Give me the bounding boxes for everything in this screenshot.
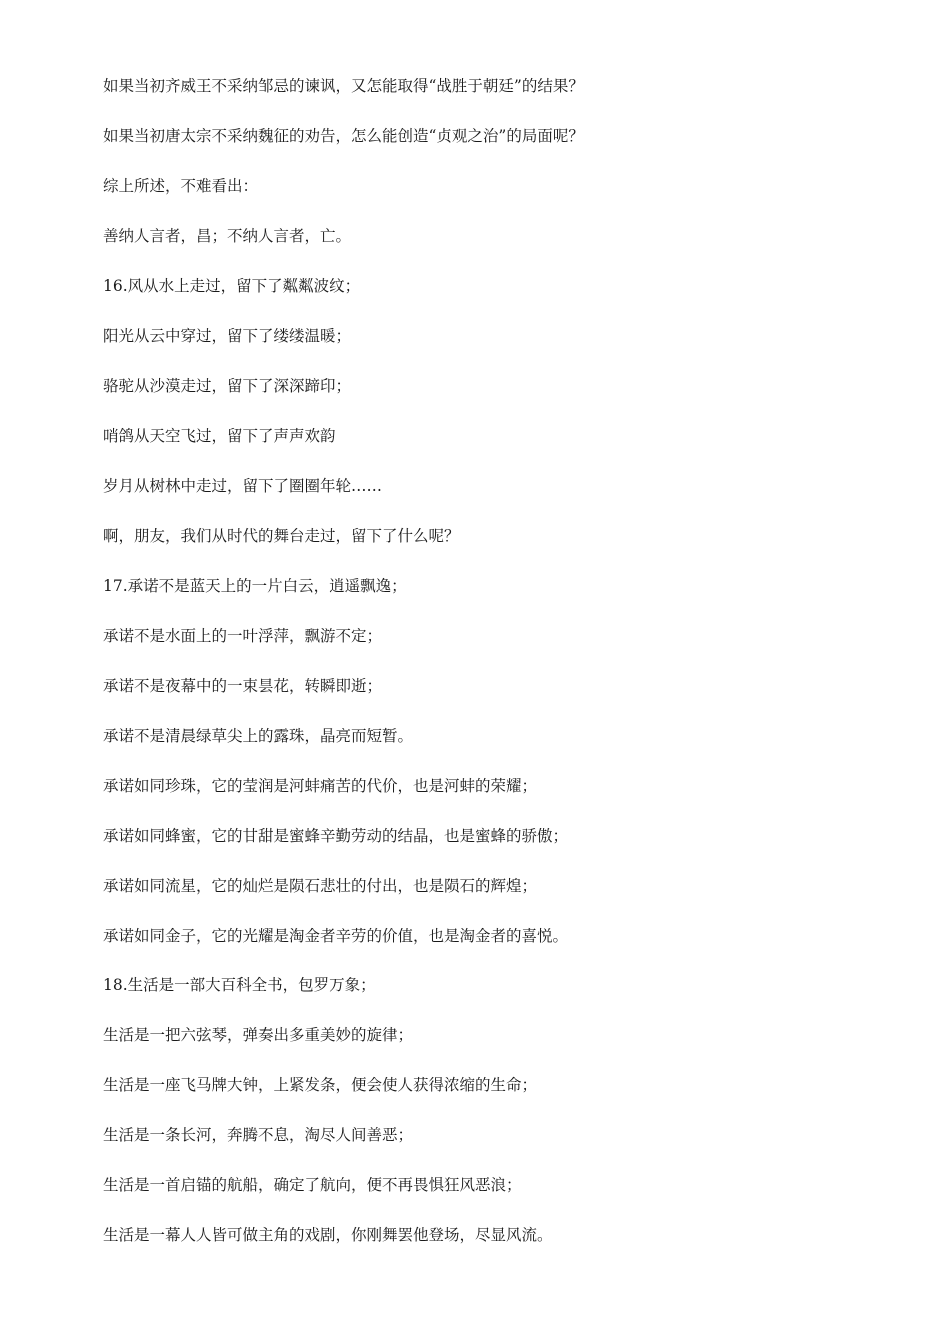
- text-line: 生活是一条长河，奔腾不息，淘尽人间善恶；: [103, 1126, 414, 1144]
- text-line: 承诺如同珍珠，它的莹润是河蚌痛苦的代价，也是河蚌的荣耀；: [103, 777, 538, 795]
- text-line: 17.承诺不是蓝天上的一片白云，逍遥飘逸；: [103, 577, 407, 595]
- text-line: 16.风从水上走过，留下了粼粼波纹；: [103, 277, 361, 295]
- text-line: 啊，朋友，我们从时代的舞台走过，留下了什么呢？: [103, 527, 460, 545]
- text-line: 善纳人言者，昌；不纳人言者，亡。: [103, 227, 352, 245]
- text-line: 哨鸽从天空飞过，留下了声声欢韵: [103, 427, 336, 445]
- text-line: 岁月从树林中走过，留下了圈圈年轮……: [103, 477, 383, 495]
- text-line: 阳光从云中穿过，留下了缕缕温暖；: [103, 327, 352, 345]
- text-line: 生活是一座飞马牌大钟，上紧发条，便会使人获得浓缩的生命；: [103, 1076, 538, 1094]
- text-line: 生活是一首启锚的航船，确定了航向，便不再畏惧狂风恶浪；: [103, 1176, 522, 1194]
- text-line: 生活是一把六弦琴，弹奏出多重美妙的旋律；: [103, 1026, 414, 1044]
- text-line: 18.生活是一部大百科全书，包罗万象；: [103, 976, 376, 994]
- text-line: 承诺不是清晨绿草尖上的露珠，晶亮而短暂。: [103, 727, 414, 745]
- text-line: 生活是一幕人人皆可做主角的戏剧，你刚舞罢他登场，尽显风流。: [103, 1226, 553, 1244]
- text-line: 如果当初齐威王不采纳邹忌的谏讽，又怎能取得“战胜于朝廷”的结果？: [103, 77, 584, 95]
- text-line: 骆驼从沙漠走过，留下了深深蹄印；: [103, 377, 352, 395]
- text-line: 承诺如同流星，它的灿烂是陨石悲壮的付出，也是陨石的辉煌；: [103, 877, 538, 895]
- text-line: 承诺如同金子，它的光耀是淘金者辛劳的价值，也是淘金者的喜悦。: [103, 927, 569, 945]
- text-line: 承诺不是夜幕中的一束昙花，转瞬即逝；: [103, 677, 383, 695]
- text-line: 承诺如同蜂蜜，它的甘甜是蜜蜂辛勤劳动的结晶，也是蜜蜂的骄傲；: [103, 827, 569, 845]
- text-line: 综上所述，不难看出：: [103, 177, 259, 195]
- text-line: 承诺不是水面上的一叶浮萍，飘游不定；: [103, 627, 383, 645]
- text-line: 如果当初唐太宗不采纳魏征的劝告，怎么能创造“贞观之治”的局面呢？: [103, 127, 584, 145]
